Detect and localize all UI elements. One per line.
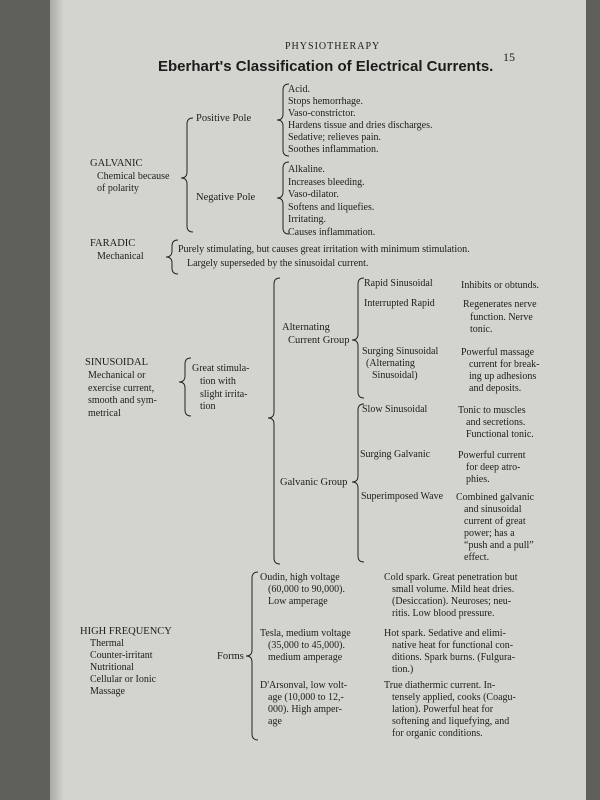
negative-effect: Alkaline.	[288, 164, 325, 175]
high-frequency-desc: Cellular or Ionic	[90, 674, 157, 685]
darsonval-form: 000). High amper-	[268, 704, 342, 715]
book-page	[50, 0, 586, 800]
faradic-line: Purely stimulating, but causes great irritation with minimum stimulation.	[178, 244, 470, 255]
surging-galvanic-effect: phies.	[466, 474, 490, 485]
positive-effect: Acid.	[288, 84, 310, 95]
tesla-effect: native heat for functional con-	[392, 640, 514, 651]
forms-brace	[246, 572, 258, 740]
sinusoidal-heading: SINUSOIDAL	[85, 357, 148, 368]
interrupted-rapid-effect: tonic.	[470, 324, 493, 335]
darsonval-effect: softening and liquefying, and	[392, 716, 510, 727]
superimposed-wave-effect: power; has a	[464, 528, 515, 539]
oudin-effect: (Desiccation). Neuroses; neu-	[392, 596, 512, 607]
galvanic-desc: Chemical because	[97, 171, 170, 182]
oudin-form: (60,000 to 90,000).	[268, 584, 345, 595]
high-frequency-heading: HIGH FREQUENCY	[80, 626, 172, 637]
sinusoidal-desc: smooth and sym-	[88, 395, 157, 406]
superimposed-wave: Superimposed Wave	[361, 491, 444, 502]
galvanic-heading: GALVANIC	[90, 158, 143, 169]
high-frequency-desc: Massage	[90, 686, 125, 697]
galvanic-desc: of polarity	[97, 183, 139, 194]
alternating-group-label: Current Group	[288, 335, 350, 346]
negative-effect: Vaso-dilator.	[288, 189, 339, 200]
tesla-form: Tesla, medium voltage	[260, 628, 351, 639]
slow-sinusoidal-effect: Tonic to muscles	[458, 405, 526, 416]
high-frequency-desc: Nutritional	[90, 662, 134, 673]
negative-effect: Increases bleeding.	[288, 177, 365, 188]
darsonval-form: D'Arsonval, low volt-	[260, 680, 348, 691]
darsonval-effect: lation). Powerful heat for	[392, 704, 494, 715]
darsonval-effect: True diathermic current. In-	[384, 680, 496, 691]
negative-effect: Causes inflammation.	[288, 227, 376, 238]
oudin-effect: Cold spark. Great penetration but	[384, 572, 518, 583]
surging-sinusoidal-effect: Powerful massage	[461, 347, 535, 358]
faradic-desc: Mechanical	[97, 251, 144, 262]
surging-sinusoidal: (Alternating	[366, 358, 415, 369]
high-frequency-desc: Counter-irritant	[90, 650, 153, 661]
galvanic-group-brace	[352, 404, 364, 562]
sinusoidal-effect: tion	[200, 401, 216, 412]
positive-effect: Stops hemorrhage.	[288, 96, 363, 107]
tesla-form: (35,000 to 45,000).	[268, 640, 345, 651]
interrupted-rapid: Interrupted Rapid	[364, 298, 435, 309]
surging-galvanic: Surging Galvanic	[360, 449, 431, 460]
negative-effect: Softens and liquefies.	[288, 202, 375, 213]
interrupted-rapid-effect: Regenerates nerve	[463, 299, 537, 310]
oudin-form: Low amperage	[268, 596, 328, 607]
slow-sinusoidal-effect: and secretions.	[466, 417, 526, 428]
tesla-effect: Hot spark. Sedative and elimi-	[384, 628, 506, 639]
high-frequency-desc: Thermal	[90, 638, 124, 649]
darsonval-form: age (10,000 to 12,-	[268, 692, 344, 703]
positive-effect: Sedative; relieves pain.	[288, 132, 382, 143]
faradic-line: Largely superseded by the sinusoidal current.	[187, 258, 369, 269]
interrupted-rapid-effect: function. Nerve	[470, 312, 533, 323]
sinusoidal-effect: Great stimula-	[192, 363, 250, 374]
groups-brace	[268, 278, 280, 564]
positive-effect: Soothes inflammation.	[288, 144, 379, 155]
surging-sinusoidal: Surging Sinusoidal	[362, 346, 439, 357]
negative-pole-label: Negative Pole	[196, 192, 256, 203]
page-number: 15	[503, 50, 515, 64]
superimposed-wave-effect: current of great	[464, 516, 526, 527]
surging-sinusoidal-effect: current for break-	[469, 359, 540, 370]
sinusoidal-effect: tion with	[200, 376, 236, 387]
forms-label: Forms	[217, 651, 244, 662]
running-title: PHYSIOTHERAPY	[285, 41, 381, 52]
galvanic-group-label: Galvanic Group	[280, 477, 348, 488]
sinusoidal-effect: slight irrita-	[200, 389, 248, 400]
oudin-effect: ritis. Low blood pressure.	[392, 608, 495, 619]
superimposed-wave-effect: effect.	[464, 552, 490, 563]
surging-galvanic-effect: for deep atro-	[466, 462, 521, 473]
superimposed-wave-effect: Combined galvanic	[456, 492, 535, 503]
tesla-effect: ditions. Spark burns. (Fulgura-	[392, 652, 516, 663]
positive-effect: Hardens tissue and dries discharges.	[288, 120, 433, 131]
oudin-effect: small volume. Mild heat dries.	[392, 584, 515, 595]
superimposed-wave-effect: and sinusoidal	[464, 504, 522, 515]
superimposed-wave-effect: “push and a pull”	[464, 540, 534, 551]
surging-sinusoidal-effect: and deposits.	[469, 383, 522, 394]
sinusoidal-desc: exercise current,	[88, 383, 155, 394]
tesla-effect: tion.)	[392, 664, 414, 675]
sinusoidal-desc: Mechanical or	[88, 370, 146, 381]
galvanic-brace	[181, 118, 193, 232]
darsonval-form: age	[268, 716, 282, 727]
positive-pole-label: Positive Pole	[196, 113, 252, 124]
surging-sinusoidal-effect: ing up adhesions	[469, 371, 537, 382]
tesla-form: medium amperage	[268, 652, 343, 663]
oudin-form: Oudin, high voltage	[260, 572, 340, 583]
rapid-sinusoidal: Rapid Sinusoidal	[364, 278, 433, 289]
surging-sinusoidal: Sinusoidal)	[372, 370, 418, 381]
darsonval-effect: for organic conditions.	[392, 728, 483, 739]
sinusoidal-desc: metrical	[88, 408, 121, 419]
alternating-group-label: Alternating	[282, 322, 330, 333]
page-title: Eberhart's Classification of Electrical Currents.	[158, 58, 494, 75]
slow-sinusoidal-effect: Functional tonic.	[466, 429, 534, 440]
slow-sinusoidal: Slow Sinusoidal	[362, 404, 428, 415]
faradic-heading: FARADIC	[90, 238, 136, 249]
sinusoidal-brace	[179, 358, 191, 416]
positive-effect: Vaso-constrictor.	[288, 108, 356, 119]
negative-effect: Irritating.	[288, 214, 327, 225]
surging-galvanic-effect: Powerful current	[458, 450, 526, 461]
darsonval-effect: tensely applied, cooks (Coagu-	[392, 692, 516, 703]
rapid-sinusoidal-effect: Inhibits or obtunds.	[461, 280, 540, 291]
faradic-brace	[166, 240, 178, 274]
alternating-brace	[352, 278, 364, 398]
